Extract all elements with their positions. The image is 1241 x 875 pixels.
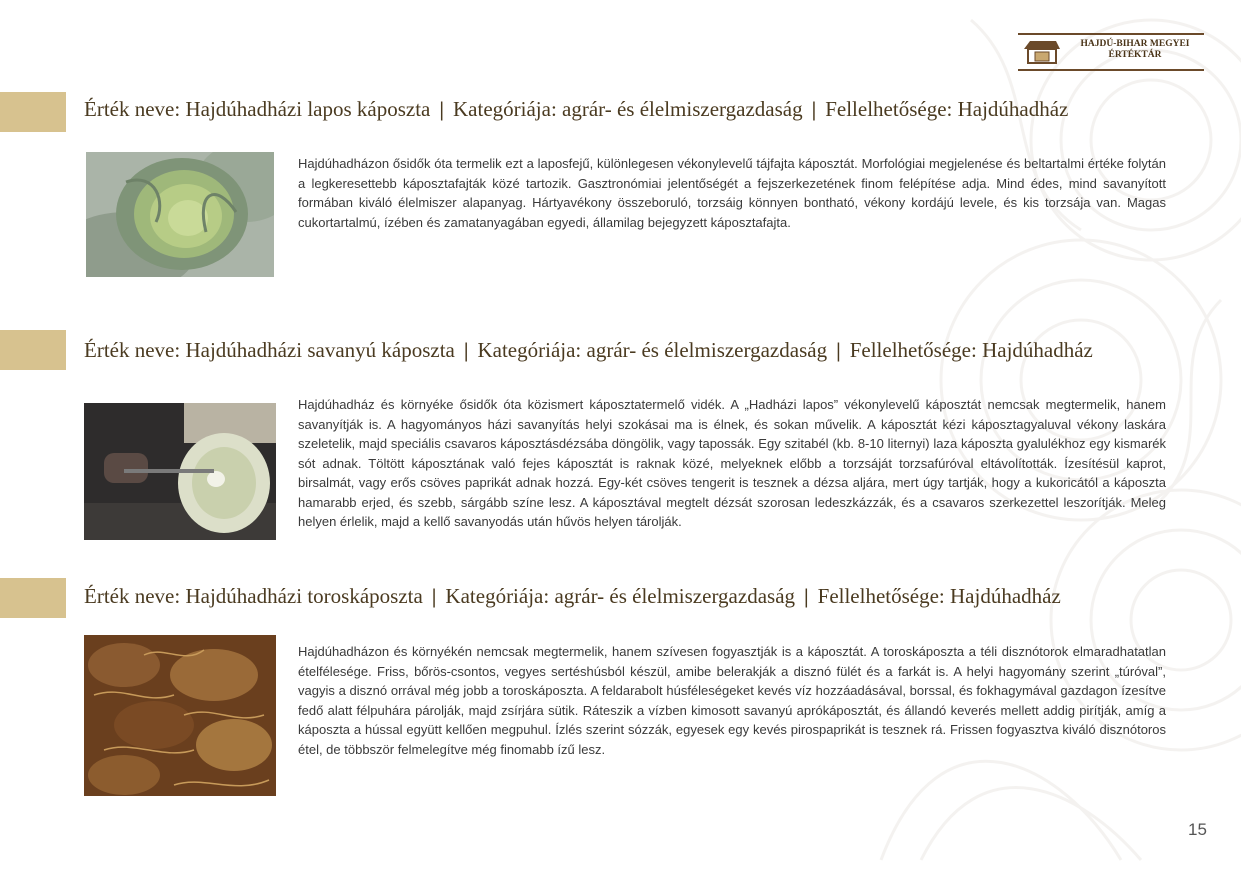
section-band (0, 330, 66, 370)
entry-location: Fellelhetősége: Hajdúhadház (849, 338, 1093, 362)
entry-description: Hajdúhadház és környéke ősidők óta közismert káposztatermelő vidék. A „Hadházi lapos” vékonylevelű káposztát nemcsak megtermelik, hanem savanyítják is. A hagyományos házi savanyítás helyi szokásai ma is élnek, és sokan művelik. A káposztát kézi káposztagyaluval vékony laskára szeletelik, majd speciális csavaros káposztásdézsába döngölik, vagy tapossák. Egy szitabél (kb. 8-10 liternyi) laza káposzta gyalulékhoz egy kismarék sót adnak. Töltött káposztának való fejes káposztát is raknak közé, melyeknek előbb a torzsáját torzsafúróval eltávolították. Ízesítésül kaprot, birsalmát, vagy erős csöves paprikát adnak hozzá. Egy-két csöves tengerit is tesznek a dézsa aljára, mert úgy tartják, hogy a kukoricától a káposzta hamarabb erjed, és szebb, sárgább színe lesz. A káposztával megtelt dézsát szorosan ledeszkázzák, és a csavaros szerkezettel leszorítják. Meleg helyen érlelik, majd a kellő savanyodás után hűvös helyen tárolják. (298, 397, 1166, 529)
entry-location: Fellelhetősége: Hajdúhadház (825, 97, 1069, 121)
heading-separator: | (463, 338, 469, 362)
heading-separator: | (836, 338, 841, 362)
entry-name: Érték neve: Hajdúhadházi toroskáposzta (84, 584, 423, 608)
heading-separator: | (439, 97, 444, 121)
entry-heading (84, 584, 1234, 609)
cabbage-coring-photo (84, 403, 276, 540)
cabbage-photo (86, 152, 274, 277)
entry-name: Érték neve: Hajdúhadházi lapos káposzta (84, 97, 431, 121)
house-logo-icon (1022, 37, 1062, 65)
section-band (0, 92, 66, 132)
entry-heading (84, 338, 1234, 363)
logo-line-2: ÉRTÉKTÁR (1108, 50, 1162, 60)
page-number: 15 (1188, 820, 1207, 839)
entry-category: Kategóriája: agrár- és élelmiszergazdaság (453, 97, 803, 121)
entry-category: Kategóriája: agrár- és élelmiszergazdaság (445, 584, 796, 608)
heading-separator: | (811, 97, 817, 121)
logo (1018, 33, 1204, 71)
heading-separator: | (804, 584, 809, 608)
entry-location: Fellelhetősége: Hajdúhadház (817, 584, 1061, 608)
entry-description: Hajdúhadházon ősidők óta termelik ezt a laposfejű, különlegesen vékonylevelű tájfajta káposztát. Morfológiai megjelenése és beltartalmi értéke folytán a legkeresettebb káposztafajták közé tartozik. Gasztronómiai jelentőségét a fejszerkezetének finom felépítése adja. Mind édes, mind savanyított formában kiváló élelmiszer alapanyag. Hártyavékony összeboruló, torzsáig könnyen bontható, vékony kordájú levele, és kis torzsája van. Magas cukortartalmú, ízében és zamatanyagában egyedi, államilag bejegyzett káposztafajta. (298, 156, 1166, 230)
heading-separator: | (431, 584, 437, 608)
toroskaposzta-photo (84, 635, 276, 796)
entry-name: Érték neve: Hajdúhadházi savanyú káposzta (84, 338, 455, 362)
section-band (0, 578, 66, 618)
entry-heading (84, 97, 1234, 122)
entry-description: Hajdúhadházon és környékén nemcsak megtermelik, hanem szívesen fogyasztják is a káposztát. A toroskáposzta a téli disznótorok elmaradhatatlan ételfélesége. Friss, bőrös-csontos, vegyes sertéshúsból készül, amibe belerakják a disznó fülét és a farkát is. A helyi hagyomány szerint „túróval”, vagyis a disznó orrával még jobb a toroskáposzta. A feldarabolt húsféleségeket kevés víz hozzáadásával, borssal, és fokhagymával gazdagon ízesítve fedő alatt félpuhára párolják, majd zsírjára sütik. Ráteszik a vízben kimosott savanyú aprókáposztát, és állandó keverés mellett addig pirítják, amíg a káposzta a hússal együtt kellően megpuhul. Ízlés szerint sózzák, egyesek egy kevés pirospaprikát is tesznek rá. Frissen fogyasztva kiváló disznótoros étel, de többször felmelegítve még finomabb ízű lesz. (298, 644, 1166, 757)
logo-line-1: HAJDÚ-BIHAR MEGYEI (1080, 39, 1190, 49)
entry-category: Kategóriája: agrár- és élelmiszergazdaság (477, 338, 828, 362)
